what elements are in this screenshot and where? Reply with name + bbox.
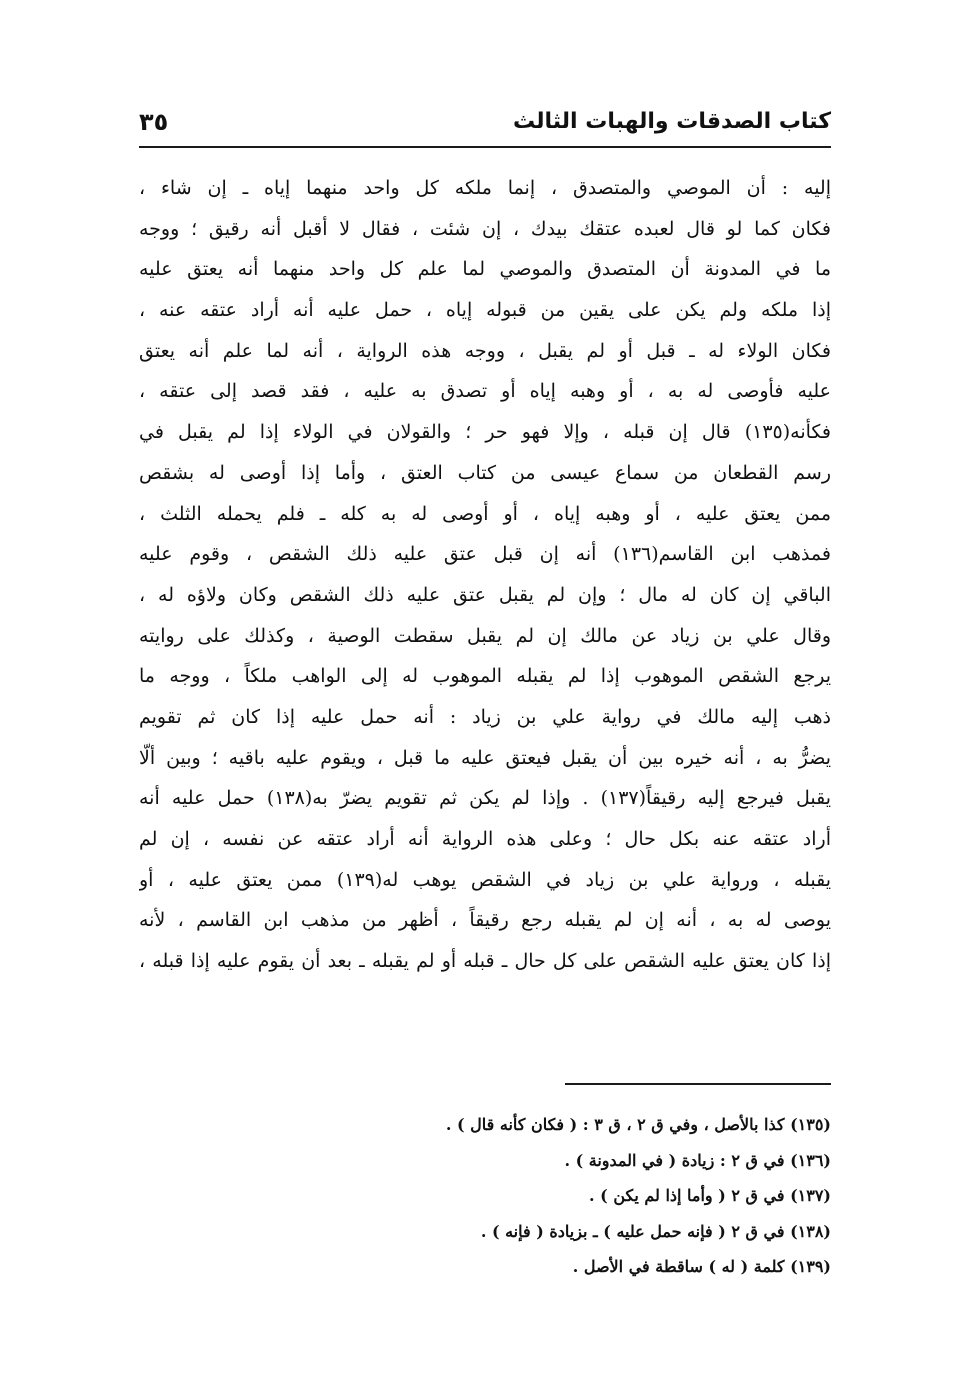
text-line: يقبله ، ورواية علي بن زياد في الشقص يوهب له(١٣٩) ممن يعتق عليه ، أو — [139, 868, 831, 891]
text-line: الباقي إن كان له مال ؛ وإن لم يقبل عتق عليه ذلك الشقص وكان ولاؤه له ، — [139, 583, 831, 606]
text-line: ممن يعتق عليه ، أو وهبه إياه ، أو أوصى له به كله ـ فلم يحمله الثلث ، — [139, 502, 831, 525]
footnote: (١٣٥) كذا بالأصل ، وفي ق ٢ ، ق ٣ : ( فكان كأنه قال ) . — [445, 1115, 831, 1134]
text-line: إذا ملكه ولم يكن على يقين من قبوله إياه ، حمل عليه أنه أراد عتقه عنه ، — [139, 299, 831, 322]
footnote: (١٣٨) في ق ٢ ( فإنه حمل عليه ) ـ بزيادة ( فإنه ) . — [480, 1221, 831, 1241]
text-line: رسم القطعان من سماع عيسى من كتاب العتق ، وأما إذا أوصى له بشقص — [139, 461, 831, 484]
page-header — [139, 104, 831, 144]
footnote-separator — [565, 1083, 831, 1085]
text-line: يرجع الشقص الموهوب إذا لم يقبله الموهوب له إلى الواهب ملكاً ، ووجه ما — [139, 665, 831, 688]
text-line: فكان الولاء له ـ قبل أو لم يقبل ، ووجه هذه الرواية ، أنه لما علم أنه يعتق — [139, 339, 831, 362]
running-title: كتاب الصدقات والهبات الثالث — [512, 109, 831, 134]
text-line: أراد عتقه عنه بكل حال ؛ وعلى هذه الرواية أنه أراد عتقه عن نفسه ، إن لم — [139, 828, 831, 850]
text-line: يضرُّ به ، أنه خيره بين أن يقبل فيعتق عليه ما قبل ، ويقوم عليه باقيه ؛ وبين ألّا — [139, 746, 831, 769]
text-line: وقال علي بن زياد عن مالك إن لم يقبل سقطت الوصية ، وكذلك على روايته — [139, 624, 831, 647]
text-line: إذا كان يعتق عليه الشقص على كل حال ـ قبله أو لم يقبله ـ بعد أن يقوم عليه إذا قبله ، — [139, 950, 831, 973]
footnote: (١٣٦) في ق ٢ : زيادة ( في المدونة ) . — [564, 1150, 831, 1170]
text-line: ذهب إليه مالك في رواية علي بن زياد : أنه حمل عليه إذا كان ثم تقويم — [139, 705, 831, 728]
main-text — [139, 168, 831, 982]
text-line: إليه : أن الموصي والمتصدق ، إنما ملكه كل واحد منهما إياه ـ إن شاء ، — [139, 177, 831, 199]
footnote: (١٣٧) في ق ٢ ( وأما إذا لم يكن ) . — [589, 1186, 831, 1205]
header-rule — [139, 146, 831, 148]
text-line: عليه فأوصى له به ، أو وهبه إياه أو تصدق به عليه ، فقد قصد إلى عتقه ، — [139, 380, 831, 403]
text-line: ما في المدونة أن المتصدق والموصي لما علم كل واحد منهما أنه يعتق عليه — [139, 258, 831, 281]
text-line: فكان كما لو قال لعبده عتقك بيدك ، إن شئت ، فقال لا أقبل أنه رقيق ؛ ووجه — [139, 217, 831, 240]
page-number: ٣٥ — [139, 108, 169, 136]
text-line: يوصى له به ، أنه إن لم يقبله رجع رقيقاً ، أظهر من مذهب ابن القاسم ، لأنه — [139, 909, 831, 932]
text-line: فكأنه(١٣٥) قال إن قبله ، وإلا فهو حر ؛ والقولان في الولاء إذا لم يقبل في — [139, 421, 831, 444]
text-line: يقبل فيرجع إليه رقيقاً(١٣٧) . وإذا لم يكن ثم تقويم يضرّ به(١٣٨) حمل عليه أنه — [139, 787, 831, 810]
footnotes — [139, 1107, 831, 1285]
text-line: فمذهب ابن القاسم(١٣٦) أنه إن قبل عتق عليه ذلك الشقص ، وقوم عليه — [139, 543, 831, 566]
footnote: (١٣٩) كلمة ( له ) ساقطة في الأصل . — [572, 1257, 831, 1276]
